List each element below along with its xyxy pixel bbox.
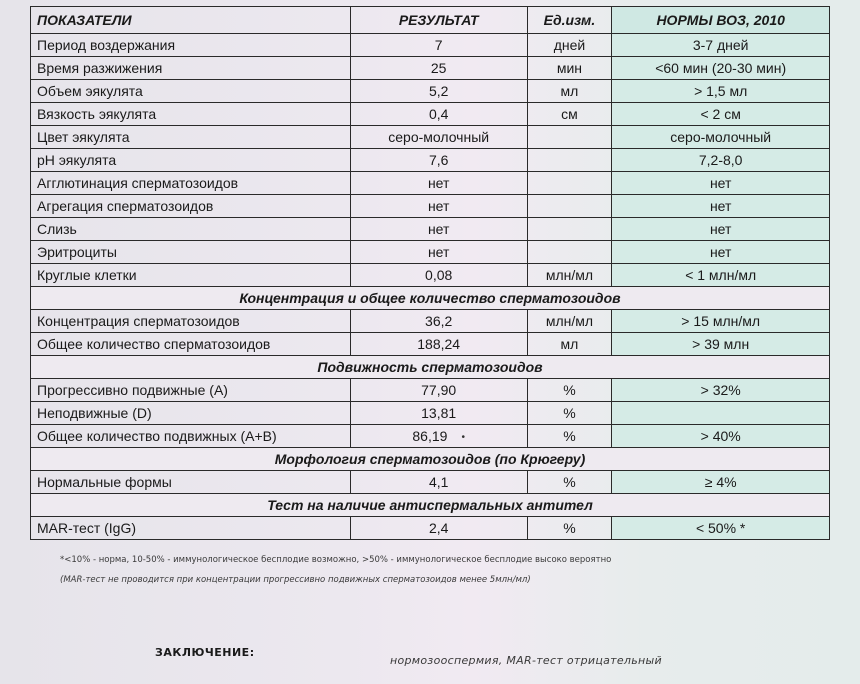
row-norm: нет bbox=[612, 172, 830, 195]
section-heading-antibodies bbox=[31, 494, 830, 517]
row-norm: нет bbox=[612, 241, 830, 264]
section-title: Тест на наличие антиспермальных антител bbox=[31, 494, 830, 517]
row-unit bbox=[527, 172, 612, 195]
row-norm: < 50% * bbox=[612, 517, 830, 540]
row-unit bbox=[527, 149, 612, 172]
row-norm: <60 мин (20-30 мин) bbox=[612, 57, 830, 80]
row-name: Слизь bbox=[31, 218, 351, 241]
row-unit: мл bbox=[527, 333, 612, 356]
row-unit: дней bbox=[527, 34, 612, 57]
row-result: 2,4 bbox=[350, 517, 527, 540]
row-name: Нормальные формы bbox=[31, 471, 351, 494]
row-norm: < 1 млн/мл bbox=[612, 264, 830, 287]
row-result: 13,81 bbox=[350, 402, 527, 425]
row-unit bbox=[527, 241, 612, 264]
row-norm: > 40% bbox=[612, 425, 830, 448]
row-result: 5,2 bbox=[350, 80, 527, 103]
table-row bbox=[31, 241, 830, 264]
row-name: pH эякулята bbox=[31, 149, 351, 172]
row-unit: % bbox=[527, 379, 612, 402]
row-name: Неподвижные (D) bbox=[31, 402, 351, 425]
row-name: Эритроциты bbox=[31, 241, 351, 264]
row-name: Концентрация сперматозоидов bbox=[31, 310, 351, 333]
row-result: нет bbox=[350, 172, 527, 195]
row-unit: мл bbox=[527, 80, 612, 103]
row-result: нет bbox=[350, 241, 527, 264]
row-norm: > 39 млн bbox=[612, 333, 830, 356]
table-row bbox=[31, 310, 830, 333]
conclusion-label: ЗАКЛЮЧЕНИЕ: bbox=[155, 646, 255, 659]
conclusion-text: нормозооспермия, MAR-тест отрицательный bbox=[390, 654, 662, 667]
row-unit: млн/мл bbox=[527, 310, 612, 333]
row-name: Прогрессивно подвижные (А) bbox=[31, 379, 351, 402]
row-name: Вязкость эякулята bbox=[31, 103, 351, 126]
row-norm: > 15 млн/мл bbox=[612, 310, 830, 333]
row-name: Цвет эякулята bbox=[31, 126, 351, 149]
table-row bbox=[31, 80, 830, 103]
column-header-parameter: ПОКАЗАТЕЛИ bbox=[31, 7, 351, 34]
row-unit: % bbox=[527, 402, 612, 425]
row-name: Объем эякулята bbox=[31, 80, 351, 103]
row-unit bbox=[527, 218, 612, 241]
row-unit: % bbox=[527, 471, 612, 494]
column-header-unit: Ед.изм. bbox=[527, 7, 612, 34]
table-row bbox=[31, 172, 830, 195]
row-unit: % bbox=[527, 517, 612, 540]
row-name: Общее количество сперматозоидов bbox=[31, 333, 351, 356]
row-norm: нет bbox=[612, 218, 830, 241]
row-result: 0,08 bbox=[350, 264, 527, 287]
row-norm: ≥ 4% bbox=[612, 471, 830, 494]
row-name: Агглютинация сперматозоидов bbox=[31, 172, 351, 195]
row-result: нет bbox=[350, 195, 527, 218]
row-norm: > 1,5 мл bbox=[612, 80, 830, 103]
dot-mark-icon: • bbox=[461, 431, 465, 443]
row-name: Круглые клетки bbox=[31, 264, 351, 287]
row-result: 36,2 bbox=[350, 310, 527, 333]
table-row bbox=[31, 34, 830, 57]
row-norm: < 2 см bbox=[612, 103, 830, 126]
row-name: MAR-тест (IgG) bbox=[31, 517, 351, 540]
row-norm: 3-7 дней bbox=[612, 34, 830, 57]
section-heading-concentration bbox=[31, 287, 830, 310]
row-norm: > 32% bbox=[612, 379, 830, 402]
spermogram-table bbox=[30, 6, 830, 540]
row-result: 188,24 bbox=[350, 333, 527, 356]
table-row bbox=[31, 103, 830, 126]
row-name: Период воздержания bbox=[31, 34, 351, 57]
row-name: Общее количество подвижных (А+В) bbox=[31, 425, 351, 448]
section-title: Концентрация и общее количество сперматозоидов bbox=[31, 287, 830, 310]
row-norm bbox=[612, 402, 830, 425]
footnote-mar-interpretation: *<10% - норма, 10-50% - иммунологическое бесплодие возможно, >50% - иммунологическое бесплодие высоко вероятно bbox=[60, 555, 612, 565]
table-row bbox=[31, 402, 830, 425]
row-name: Время разжижения bbox=[31, 57, 351, 80]
footnote-mar-condition: (MAR-тест не проводится при концентрации прогрессивно подвижных сперматозоидов менее 5млн/мл) bbox=[60, 575, 531, 585]
table-row bbox=[31, 149, 830, 172]
section-title: Подвижность сперматозоидов bbox=[31, 356, 830, 379]
row-unit: см bbox=[527, 103, 612, 126]
column-header-norm: НОРМЫ ВОЗ, 2010 bbox=[612, 7, 830, 34]
row-result: 77,90 bbox=[350, 379, 527, 402]
row-unit bbox=[527, 126, 612, 149]
table-row bbox=[31, 517, 830, 540]
table-header-row bbox=[31, 7, 830, 34]
table-row bbox=[31, 471, 830, 494]
row-unit bbox=[527, 195, 612, 218]
table-row bbox=[31, 333, 830, 356]
row-unit: % bbox=[527, 425, 612, 448]
section-title: Морфология сперматозоидов (по Крюгеру) bbox=[31, 448, 830, 471]
row-result bbox=[350, 425, 527, 448]
row-result: 7 bbox=[350, 34, 527, 57]
table-row bbox=[31, 379, 830, 402]
row-norm: 7,2-8,0 bbox=[612, 149, 830, 172]
row-result: 7,6 bbox=[350, 149, 527, 172]
table-row bbox=[31, 57, 830, 80]
row-result: 4,1 bbox=[350, 471, 527, 494]
row-result: 0,4 bbox=[350, 103, 527, 126]
row-result: нет bbox=[350, 218, 527, 241]
row-result: серо-молочный bbox=[350, 126, 527, 149]
row-result: 25 bbox=[350, 57, 527, 80]
row-name: Агрегация сперматозоидов bbox=[31, 195, 351, 218]
row-unit: млн/мл bbox=[527, 264, 612, 287]
table-row bbox=[31, 425, 830, 448]
table-row bbox=[31, 264, 830, 287]
table-row bbox=[31, 195, 830, 218]
section-heading-morphology bbox=[31, 448, 830, 471]
table-row bbox=[31, 126, 830, 149]
row-norm: нет bbox=[612, 195, 830, 218]
table-row bbox=[31, 218, 830, 241]
section-heading-motility bbox=[31, 356, 830, 379]
row-result-value: 86,19 bbox=[412, 428, 448, 444]
column-header-result: РЕЗУЛЬТАТ bbox=[350, 7, 527, 34]
row-norm: серо-молочный bbox=[612, 126, 830, 149]
row-unit: мин bbox=[527, 57, 612, 80]
